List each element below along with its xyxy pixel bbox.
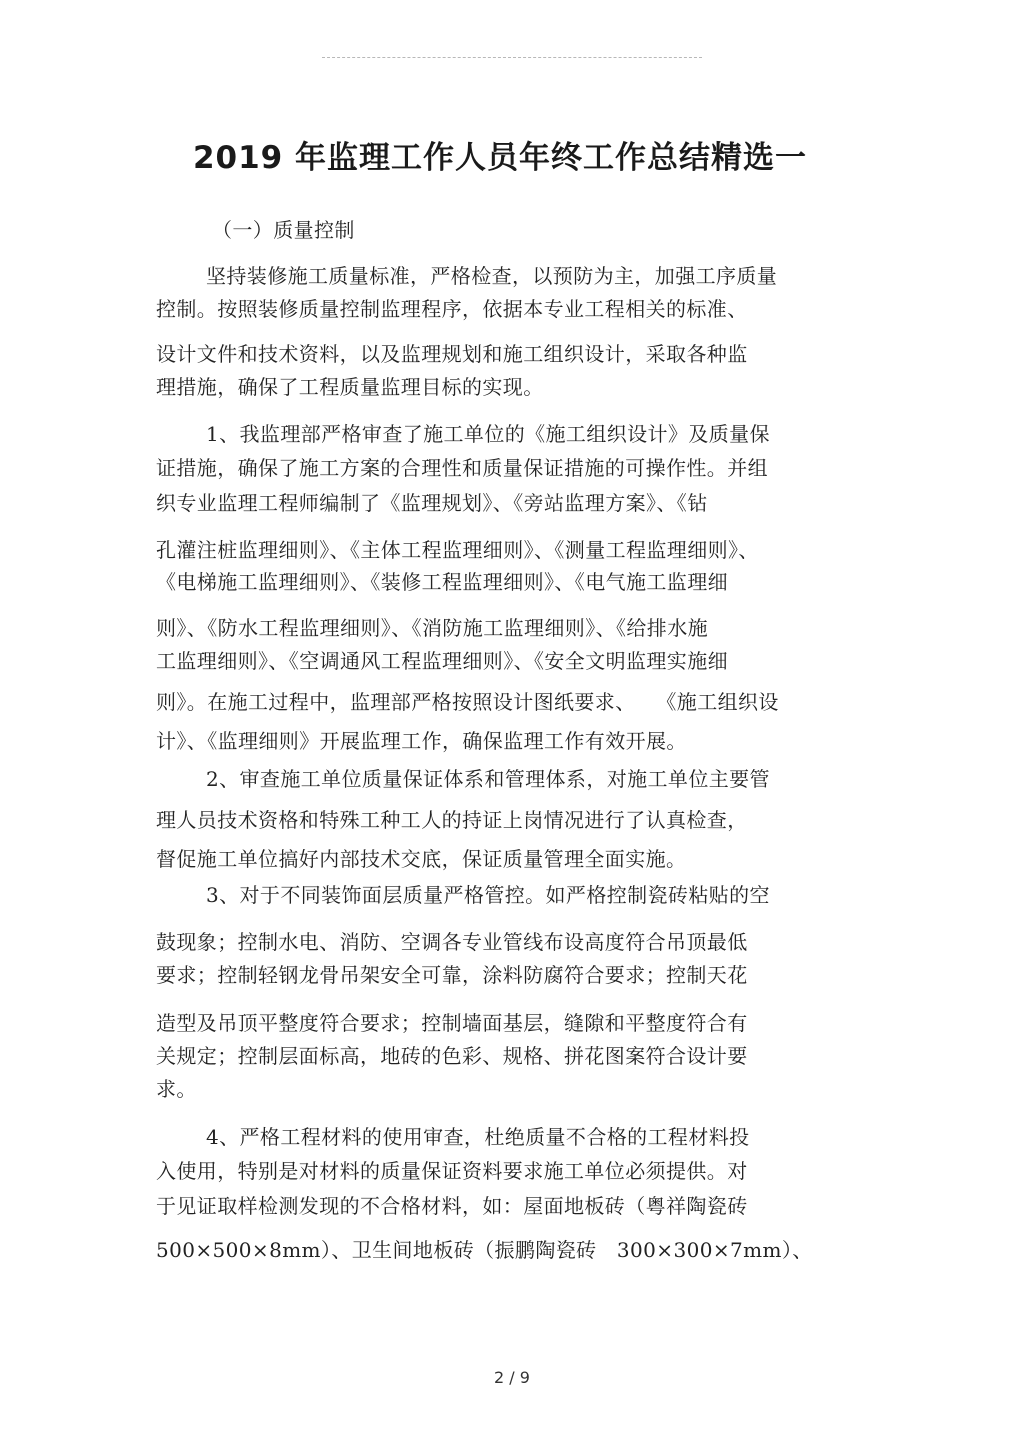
paragraph-line: 入使用，特别是对材料的质量保证资料要求施工单位必须提供。对 [156, 1159, 748, 1183]
paragraph-line: 孔灌注桩监理细则》、《主体工程监理细则》、《测量工程监理细则》、 [156, 538, 759, 562]
paragraph-line: 4、严格工程材料的使用审查，杜绝质量不合格的工程材料投 [206, 1125, 750, 1149]
paragraph-line: 1、我监理部严格审查了施工单位的《施工组织设计》及质量保 [206, 422, 770, 446]
paragraph-line: 计》、《监理细则》开展监理工作，确保监理工作有效开展。 [156, 729, 687, 753]
paragraph-line: 坚持装修施工质量标准，严格检查，以预防为主，加强工序质量 [206, 264, 778, 288]
paragraph-line: 则》、《防水工程监理细则》、《消防施工监理细则》、《给排水施 [156, 616, 708, 640]
paragraph-line: 500×500×8mm）、卫生间地板砖（振鹏陶瓷砖 300×300×7mm）、 [156, 1238, 813, 1262]
paragraph-line: 求。 [156, 1077, 197, 1101]
paragraph-line: 则》。在施工过程中，监理部严格按照设计图纸要求、 《施工组织设 [156, 690, 779, 714]
paragraph-line: 理措施，确保了工程质量监理目标的实现。 [156, 375, 544, 399]
paragraph-line: 《电梯施工监理细则》、《装修工程监理细则》、《电气施工监理细 [156, 570, 728, 594]
page-number: 2 / 9 [494, 1368, 530, 1387]
paragraph-line: 2、审查施工单位质量保证体系和管理体系，对施工单位主要管 [206, 767, 770, 791]
section-heading: （一）质量控制 [212, 218, 355, 242]
paragraph-line: 造型及吊顶平整度符合要求；控制墙面基层，缝隙和平整度符合有 [156, 1011, 748, 1035]
paragraph-line: 鼓现象；控制水电、消防、空调各专业管线布设高度符合吊顶最低 [156, 930, 748, 954]
paragraph-line: 工监理细则》、《空调通风工程监理细则》、《安全文明监理实施细 [156, 649, 728, 673]
paragraph-line: 控制。按照装修质量控制监理程序，依据本专业工程相关的标准、 [156, 297, 748, 321]
document-title: 2019 年监理工作人员年终工作总结精选一 [192, 140, 808, 176]
paragraph-line: 织专业监理工程师编制了《监理规划》、《旁站监理方案》、《钻 [156, 491, 708, 515]
paragraph-line: 督促施工单位搞好内部技术交底，保证质量管理全面实施。 [156, 847, 687, 871]
paragraph-line: 关规定；控制层面标高，地砖的色彩、规格、拼花图案符合设计要 [156, 1044, 748, 1068]
paragraph-line: 于见证取样检测发现的不合格材料，如：屋面地板砖（粤祥陶瓷砖 [156, 1194, 748, 1218]
paragraph-line: 理人员技术资格和特殊工种工人的持证上岗情况进行了认真检查， [156, 808, 748, 832]
paragraph-line: 3、对于不同装饰面层质量严格管控。如严格控制瓷砖粘贴的空 [206, 883, 770, 907]
header-dashed-rule [322, 57, 702, 58]
paragraph-line: 设计文件和技术资料，以及监理规划和施工组织设计，采取各种监 [156, 342, 748, 366]
paragraph-line: 要求；控制轻钢龙骨吊架安全可靠，涂料防腐符合要求；控制天花 [156, 963, 748, 987]
paragraph-line: 证措施，确保了施工方案的合理性和质量保证措施的可操作性。并组 [156, 456, 768, 480]
